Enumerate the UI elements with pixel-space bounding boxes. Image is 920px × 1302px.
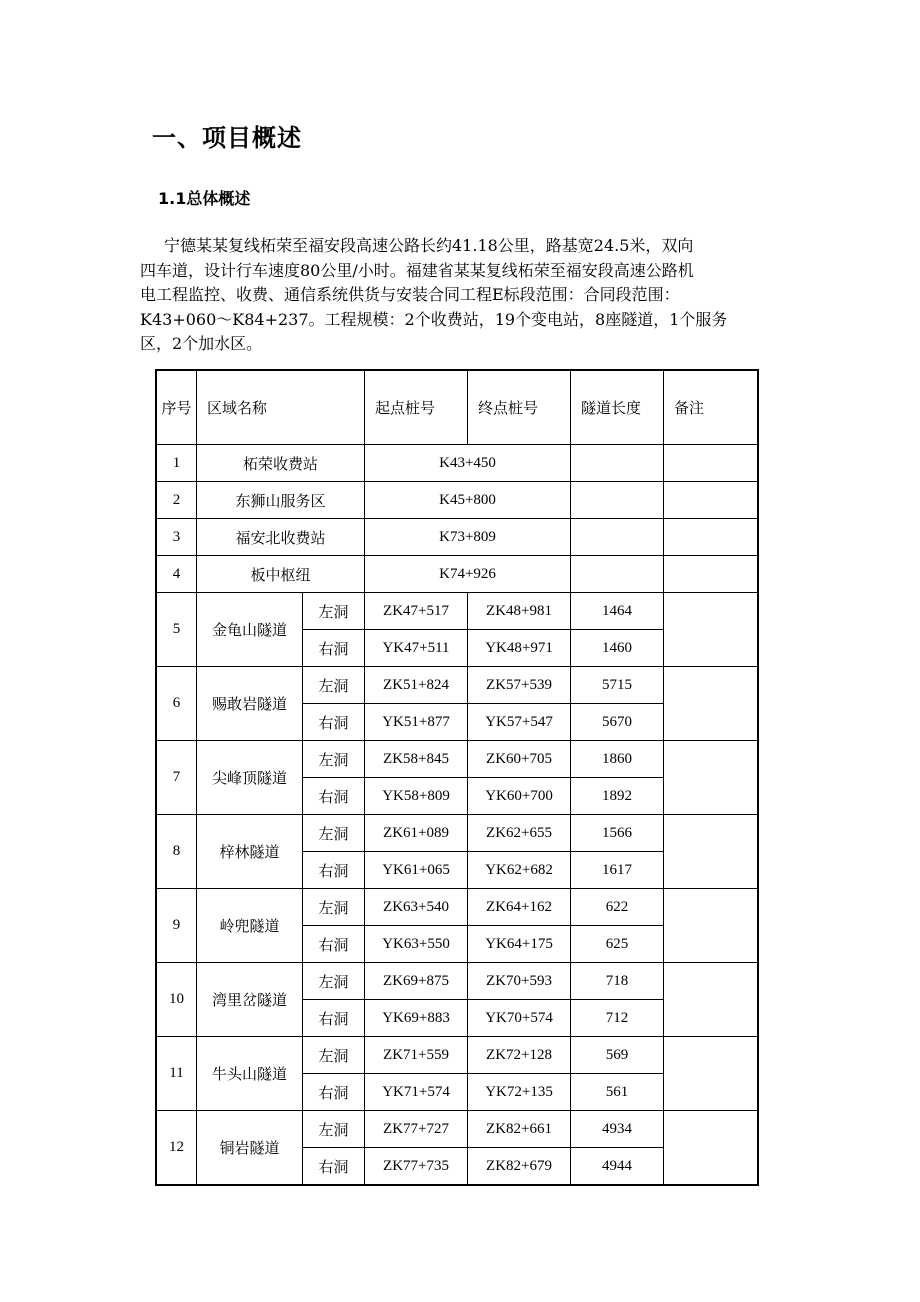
row-tube-side: 右洞 xyxy=(303,778,365,815)
row-area-name: 福安北收费站 xyxy=(197,519,365,556)
row-tunnel-length: 569 xyxy=(571,1037,664,1074)
row-station: K73+809 xyxy=(365,519,571,556)
row-remark xyxy=(664,1037,758,1111)
row-tunnel-length: 1860 xyxy=(571,741,664,778)
paragraph-line: 宁德某某复线柘荣至福安段高速公路长约41.18公里，路基宽24.5米，双向 xyxy=(164,236,694,255)
row-end-station: YK64+175 xyxy=(468,926,571,963)
row-tube-side: 左洞 xyxy=(303,815,365,852)
row-start-station: ZK61+089 xyxy=(365,815,468,852)
row-start-station: YK51+877 xyxy=(365,704,468,741)
row-seq: 12 xyxy=(157,1111,197,1185)
row-tunnel-length: 1464 xyxy=(571,593,664,630)
row-seq: 4 xyxy=(157,556,197,593)
header-remark: 备注 xyxy=(664,371,758,445)
row-tunnel-name: 赐敢岩隧道 xyxy=(197,667,303,741)
row-seq: 10 xyxy=(157,963,197,1037)
header-start-station: 起点桩号 xyxy=(365,371,468,445)
header-seq: 序号 xyxy=(157,371,197,445)
row-tunnel-name: 铜岩隧道 xyxy=(197,1111,303,1185)
row-tunnel-length xyxy=(571,482,664,519)
row-tunnel-name: 牛头山隧道 xyxy=(197,1037,303,1111)
row-end-station: YK70+574 xyxy=(468,1000,571,1037)
row-tunnel-length: 4944 xyxy=(571,1148,664,1185)
row-tunnel-length: 1460 xyxy=(571,630,664,667)
row-remark xyxy=(664,593,758,667)
row-tube-side: 右洞 xyxy=(303,852,365,889)
row-remark xyxy=(664,741,758,815)
table-row xyxy=(157,667,758,704)
row-remark xyxy=(664,556,758,593)
row-tunnel-name: 岭兜隧道 xyxy=(197,889,303,963)
row-end-station: ZK48+981 xyxy=(468,593,571,630)
row-tunnel-length xyxy=(571,445,664,482)
overview-paragraph xyxy=(140,234,780,357)
table-row xyxy=(157,445,758,482)
header-tunnel-length: 隧道长度 xyxy=(571,371,664,445)
row-tunnel-length: 1617 xyxy=(571,852,664,889)
table-row xyxy=(157,963,758,1000)
row-station: K74+926 xyxy=(365,556,571,593)
row-remark xyxy=(664,519,758,556)
paragraph-line: K43+060～K84+237。工程规模：2个收费站，19个变电站，8座隧道，1个服务 xyxy=(140,309,728,329)
row-end-station: ZK82+661 xyxy=(468,1111,571,1148)
table-row xyxy=(157,593,758,630)
table-row xyxy=(157,482,758,519)
row-tube-side: 左洞 xyxy=(303,667,365,704)
row-area-name: 东狮山服务区 xyxy=(197,482,365,519)
row-end-station: YK57+547 xyxy=(468,704,571,741)
row-seq: 3 xyxy=(157,519,197,556)
paragraph-line: 电工程监控、收费、通信系统供货与安装合同工程E标段范围：合同段范围： xyxy=(140,285,680,304)
section-heading: 一、项目概述 xyxy=(152,124,302,152)
row-tube-side: 左洞 xyxy=(303,741,365,778)
row-tube-side: 左洞 xyxy=(303,1111,365,1148)
table-row xyxy=(157,889,758,926)
row-tube-side: 左洞 xyxy=(303,593,365,630)
row-end-station: ZK62+655 xyxy=(468,815,571,852)
row-remark xyxy=(664,482,758,519)
row-start-station: ZK69+875 xyxy=(365,963,468,1000)
row-tube-side: 右洞 xyxy=(303,926,365,963)
row-start-station: ZK51+824 xyxy=(365,667,468,704)
row-seq: 8 xyxy=(157,815,197,889)
row-tube-side: 右洞 xyxy=(303,630,365,667)
row-tunnel-length: 625 xyxy=(571,926,664,963)
row-tunnel-name: 金龟山隧道 xyxy=(197,593,303,667)
row-tunnel-length: 561 xyxy=(571,1074,664,1111)
row-tube-side: 右洞 xyxy=(303,1000,365,1037)
paragraph-line: 区，2个加水区。 xyxy=(140,334,263,353)
table-row xyxy=(157,556,758,593)
row-start-station: ZK77+735 xyxy=(365,1148,468,1185)
table-row xyxy=(157,1037,758,1074)
row-tunnel-length: 1892 xyxy=(571,778,664,815)
row-area-name: 板中枢纽 xyxy=(197,556,365,593)
row-start-station: ZK77+727 xyxy=(365,1111,468,1148)
row-seq: 9 xyxy=(157,889,197,963)
paragraph-line: 四车道，设计行车速度80公里/小时。福建省某某复线柘荣至福安段高速公路机 xyxy=(140,260,694,280)
row-remark xyxy=(664,1111,758,1185)
table-row xyxy=(157,741,758,778)
row-seq: 1 xyxy=(157,445,197,482)
row-end-station: YK60+700 xyxy=(468,778,571,815)
row-tunnel-length: 4934 xyxy=(571,1111,664,1148)
row-tunnel-name: 湾里岔隧道 xyxy=(197,963,303,1037)
row-tube-side: 右洞 xyxy=(303,1074,365,1111)
row-remark xyxy=(664,889,758,963)
header-end-station: 终点桩号 xyxy=(468,371,571,445)
row-end-station: YK62+682 xyxy=(468,852,571,889)
row-station: K43+450 xyxy=(365,445,571,482)
row-tunnel-length: 5670 xyxy=(571,704,664,741)
row-seq: 2 xyxy=(157,482,197,519)
row-end-station: ZK82+679 xyxy=(468,1148,571,1185)
row-remark xyxy=(664,963,758,1037)
row-tube-side: 右洞 xyxy=(303,704,365,741)
row-seq: 11 xyxy=(157,1037,197,1111)
row-end-station: ZK70+593 xyxy=(468,963,571,1000)
table-row xyxy=(157,1111,758,1148)
row-remark xyxy=(664,667,758,741)
row-tunnel-name: 梓林隧道 xyxy=(197,815,303,889)
row-start-station: YK61+065 xyxy=(365,852,468,889)
row-tunnel-name: 尖峰顶隧道 xyxy=(197,741,303,815)
row-seq: 6 xyxy=(157,667,197,741)
row-end-station: ZK60+705 xyxy=(468,741,571,778)
project-table xyxy=(156,370,758,1185)
row-end-station: YK48+971 xyxy=(468,630,571,667)
table-row xyxy=(157,815,758,852)
row-remark xyxy=(664,815,758,889)
row-end-station: ZK57+539 xyxy=(468,667,571,704)
row-start-station: YK58+809 xyxy=(365,778,468,815)
subsection-heading: 1.1总体概述 xyxy=(158,189,251,208)
row-remark xyxy=(664,445,758,482)
row-start-station: ZK71+559 xyxy=(365,1037,468,1074)
row-end-station: ZK64+162 xyxy=(468,889,571,926)
row-start-station: ZK58+845 xyxy=(365,741,468,778)
row-tube-side: 左洞 xyxy=(303,889,365,926)
row-station: K45+800 xyxy=(365,482,571,519)
table-row xyxy=(157,519,758,556)
row-tube-side: 右洞 xyxy=(303,1148,365,1185)
row-tunnel-length: 1566 xyxy=(571,815,664,852)
row-start-station: YK69+883 xyxy=(365,1000,468,1037)
row-start-station: YK71+574 xyxy=(365,1074,468,1111)
row-tunnel-length: 622 xyxy=(571,889,664,926)
row-tunnel-length xyxy=(571,556,664,593)
row-tunnel-length: 5715 xyxy=(571,667,664,704)
row-tunnel-length: 718 xyxy=(571,963,664,1000)
row-tunnel-length: 712 xyxy=(571,1000,664,1037)
row-tunnel-length xyxy=(571,519,664,556)
row-end-station: YK72+135 xyxy=(468,1074,571,1111)
row-seq: 5 xyxy=(157,593,197,667)
row-start-station: YK47+511 xyxy=(365,630,468,667)
row-seq: 7 xyxy=(157,741,197,815)
row-tube-side: 左洞 xyxy=(303,1037,365,1074)
row-start-station: YK63+550 xyxy=(365,926,468,963)
row-end-station: ZK72+128 xyxy=(468,1037,571,1074)
row-start-station: ZK47+517 xyxy=(365,593,468,630)
row-tube-side: 左洞 xyxy=(303,963,365,1000)
row-area-name: 柘荣收费站 xyxy=(197,445,365,482)
table-header-row xyxy=(157,371,758,445)
row-start-station: ZK63+540 xyxy=(365,889,468,926)
header-area-name: 区域名称 xyxy=(197,371,365,445)
